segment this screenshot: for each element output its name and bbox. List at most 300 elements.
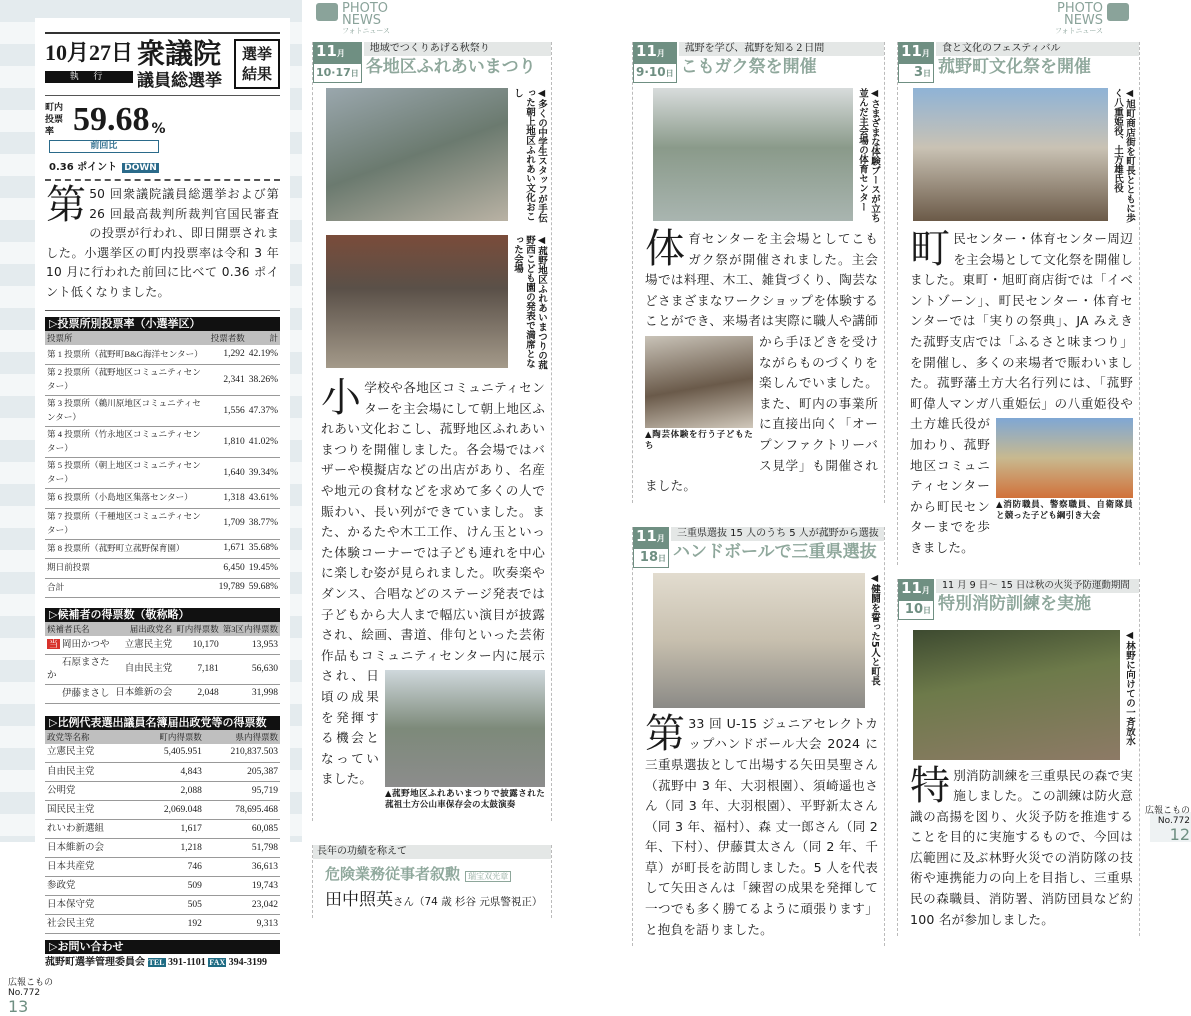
article-fureai [312,42,552,821]
candidates-title: ▷候補者の得票数（敬称略） [45,608,280,622]
date-badge: 11月 10日 [898,579,934,620]
footer-left [8,978,300,1016]
left-page [0,18,300,1016]
article-body [898,223,1139,559]
drop-cap: 第 [645,710,686,757]
column-3 [897,42,1140,936]
article-title: 危険業務従事者叙勲 [325,865,461,884]
cell-text: 23,042 [251,899,278,910]
article-header [898,42,1139,83]
cell-text: 31,998 [251,688,278,699]
cell-text: 社会民主党 [47,918,95,929]
cell-text: 95,719 [251,785,278,796]
table-row [45,396,280,427]
cell-text: 国民民主党 [47,804,95,815]
turnout-rate: 59.68 [73,101,150,138]
photo-block [385,670,545,811]
cell-text: 35.68% [248,543,278,554]
turnout-row [45,102,280,174]
column-header: 候補者氏名 [45,622,113,636]
election-results-panel [35,18,290,976]
cell-value [174,636,221,655]
row-label [45,685,113,704]
date-label: 執 行 [45,71,133,83]
cell-value [174,685,221,704]
cell-text: 自由民主党 [47,766,95,777]
article-header [633,527,884,568]
cell-text: 日本保守党 [47,899,95,910]
article-fire-drill [897,579,1140,937]
tel-number[interactable]: 391-1101 [168,957,206,968]
cell-text: 60,085 [251,823,278,834]
cell-text: 期日前投票 [47,562,90,573]
column-header: 投票者数 [210,333,245,343]
row-label [45,508,209,539]
cell-value [247,396,280,427]
column-header: 届出政党名 [113,622,174,636]
cell-text: 13,953 [251,639,278,650]
table-row [45,578,280,598]
row-label [45,744,135,763]
cell-text: 7,181 [197,664,219,674]
cell-text: 合計 [47,581,65,592]
row-label [45,559,209,579]
photo-taiko-drums [385,670,545,787]
row-label [45,489,209,509]
table-row [45,559,280,579]
parties-table [45,716,280,935]
row-label [45,877,135,896]
magazine-name: 広報こもの [8,978,54,988]
divider [45,179,280,181]
row-label [45,365,209,396]
cell-value [209,365,247,396]
cell-text: 1,671 [223,543,245,554]
photo-children-game [326,88,508,221]
photo-gym-booths [653,88,853,221]
table-header-row [45,730,280,744]
photo-row [653,573,880,708]
table-row [45,508,280,539]
date-badge: 11月 10·17日 [313,42,362,83]
cell-text: 立憲民主党 [47,747,95,758]
candidates-table [45,608,280,704]
article-body-continued: 土方雄氏役が加わり、菰野地区コミュニティセンターから町民センターまでを歩きました。 [910,416,990,555]
cell-value [204,839,280,858]
article-bunkasai [897,42,1140,565]
drop-cap: 町 [910,226,951,272]
cell-value [204,763,280,782]
cell-value [135,839,204,858]
row-label [45,896,135,915]
cell-text: 第 7 投票所（千種地区コミュニティセンター） [47,510,201,535]
cell-text: 746 [187,861,202,872]
cell-text: 4,843 [180,766,202,777]
election-subtitle: 議員総選挙 [137,71,223,90]
intro-text: 50 回衆議院議員総選挙および第 26 回最高裁判所裁判官国民審査の投票が行われ、即日開票されました。小選挙区の町内投票率は令和 3 年 10 月に行われた前回に比べて 0.36 ポイント低くなりました。 [46,187,279,299]
photo-caption: ◀林野に向けての一斉放水 [1124,629,1135,745]
cell-value [135,896,204,915]
divider [45,95,280,96]
cell-value [204,858,280,877]
column-header: 政党等名称 [45,730,135,744]
column-1 [312,42,552,918]
article-komogaku [632,42,885,503]
cell-value [135,820,204,839]
cell-text: 51,798 [251,842,278,853]
cell-text: 1,617 [180,823,202,834]
cell-value [135,782,204,801]
cell-value [204,744,280,763]
photo-caption: ◀菰野地区ふれあいまつりの菰野西こども園の発表で満席となった会場 [512,235,547,370]
contact [45,940,280,970]
page-number: 12 [1169,825,1190,844]
cell-text: 第 1 投票所（菰野町B&G海洋センター） [47,348,203,359]
cell-value [135,858,204,877]
drop-cap: 第 [46,182,87,228]
table-row [45,539,280,559]
table-row [45,839,280,858]
cell-text: 1,218 [180,842,202,853]
cell-text: 2,048 [197,688,219,699]
cell-text: 日本維新の会 [47,842,105,853]
ballot-box-icon: 選挙結果 [234,39,280,89]
cell-value [135,801,204,820]
compare-label: 前回比 [49,140,159,153]
article-header [898,579,1139,620]
cell-text: 伊藤まさし [62,688,110,699]
photo-water-spray [913,630,1120,760]
awardee-name: 田中照英 [325,890,393,911]
row-label [45,839,135,858]
cell-value [135,763,204,782]
election-intro [45,182,280,302]
body-text: 33 回 U-15 ジュニアセレクトカップハンドボール大会 2024 に三重県選抜として出場する矢田昊聖さん（菰野中 3 年、大羽根園）、須崎遥也さん（同 3 年、大羽根園）、平野新太さん（同 3 年、福村）、森 丈一郎さん（同 2 年、下村）、伊藤貫太さん（同 2 年、千草）が町長を訪問しました。5 人を代表して矢田さんは「練習の成果を発揮して一つでも多く勝てるように頑張ります」と抱負を語りました。 [645,715,878,937]
cell-value [204,877,280,896]
photo-block [996,418,1133,522]
column-header: 計 [247,331,280,345]
table-row [45,655,280,685]
cell-value [135,877,204,896]
cell-text: 自由民主党 [124,664,173,674]
date-badge: 11月 3日 [898,42,934,83]
photo-row [653,88,880,223]
article-subtitle: 11 月 9 日～ 15 日は秋の火災予防運動期間 [936,579,1139,593]
table-row [45,458,280,489]
cell-value [209,458,247,489]
cell-text: 19,789 [218,582,245,593]
cell-text: 1,709 [223,518,245,528]
article-body [898,760,1139,931]
article-title: こもガク祭を開催 [680,57,817,77]
article-subtitle: 三重県選抜 15 人のうち 5 人が菰野から選抜 [671,527,884,541]
footer-right [1144,806,1190,844]
cell-text: 78,695.468 [235,804,278,815]
row-label [45,427,209,458]
cell-text: 59.68% [248,582,278,593]
article-title: 各地区ふれあいまつり [365,57,536,77]
logo-line2: NEWS [1063,13,1104,28]
row-label [45,858,135,877]
cell-text: 1,640 [223,467,245,478]
cell-value [247,489,280,509]
row-label [45,782,135,801]
row-label [45,396,209,427]
cell-value [247,508,280,539]
cell-value [209,427,247,458]
article-body-continued: ニティセンター内に展示され、日頃の成果を発揮する機会となっていました。 [321,647,545,787]
cell-text: 第 2 投票所（菰野地区コミュニティセンター） [47,367,201,391]
row-label [45,578,209,598]
table-row [45,915,280,934]
logo-line1: PHOTO [342,1,389,16]
row-label [45,655,113,685]
cell-value [113,685,174,704]
cell-value [209,539,247,559]
row-label [45,539,209,559]
cell-text: 505 [187,899,202,910]
cell-text: 56,630 [251,664,278,674]
photo-row [326,88,547,223]
drop-cap: 特 [910,762,951,809]
cell-text: れいわ新選組 [47,823,105,834]
cell-value [221,685,280,704]
cell-text: 38.77% [248,518,278,528]
logo-line2: NEWS [342,13,382,28]
table-row [45,345,280,365]
cell-text: 1,292 [223,349,245,359]
cell-value [221,655,280,685]
row-label [45,820,135,839]
camera-icon [316,3,338,21]
cell-text: 36,613 [251,861,278,872]
compare-down-badge: DOWN [124,163,157,173]
article-title: ハンドボールで三重県選抜 [673,541,877,562]
column-header: 県内得票数 [204,730,280,744]
award-badge: 瑞宝双光章 [465,871,511,882]
rate-label: 町内投票率 [45,103,64,137]
article-body-continued: 受けながらものづくりを楽しんでいました。また、町内の事業所に直接出向く「オープンファクトリーバス見学」も開催されました。 [645,333,878,494]
cell-text: 509 [187,880,202,891]
article-title: 菰野町文化祭を開催 [938,57,1091,77]
row-label [45,458,209,489]
column-header: 町内得票数 [135,730,204,744]
cell-text: 210,837.503 [230,747,278,758]
cell-text: 第 5 投票所（朝上地区コミュニティセンター） [47,460,201,484]
photo-news-logo-left [316,3,390,36]
photo-row [326,235,547,370]
date-badge: 11月 9·10日 [633,42,677,83]
page-number: 13 [8,997,29,1016]
body-text: 民センター・体育センター周辺を主会場として文化祭を開催しました。東町・旭町商店街では「イベントゾーン」、町民センター・体育センターでは「実りの祭典」、JA みえきた菰野支店では「ふるさと味まつり」を開催し、多くの来場者で賑わいました。菰野藩土方大名行列には、「菰野町偉人マンガ八重姫伝」の八重姫役や [910,231,1133,411]
cell-value [113,655,174,685]
photo-block [645,336,753,452]
photo-caption: ◀旭町商店街を町長とともに歩く八重姫役、土方雄氏役 [1112,88,1135,223]
article-body [633,708,884,941]
fax-number: 394-3199 [228,957,267,968]
article-award [312,845,552,918]
article-header [633,42,884,83]
cell-value [247,578,280,598]
cell-value [204,801,280,820]
photo-row [913,88,1135,223]
photo-news-logo-right [1055,3,1129,36]
cell-value [135,915,204,934]
cell-value [247,365,280,396]
cell-value [247,539,280,559]
divider [45,32,280,34]
photo-pottery-children [645,336,753,428]
article-subtitle: 長年の功績を称えて [313,845,551,859]
compare-value: 0.36 ポイント [49,162,118,173]
photo-caption: ▲消防職員、警察職員、自衛隊員と競った子ども綱引き大会 [996,500,1133,522]
table-row [45,763,280,782]
cell-text: 参政党 [47,880,76,891]
cell-value [247,458,280,489]
article-handball [632,527,885,947]
article-title: 特別消防訓練を実施 [938,593,1091,614]
cell-value [221,636,280,655]
column-2 [632,42,885,946]
polling-table [45,310,280,598]
table-header-row [45,622,280,636]
row-label [45,915,135,934]
cell-value [209,489,247,509]
body-text: 別消防訓練を三重県民の森で実施しました。この訓練は防火意識の高揚を図り、火災予防を推進することを目的に実施するもので、今回は広範囲に及ぶ林野火災での消防隊の技術や連携能力の向上を目指し、三重県民の森職員、消防署、消防団員など約 100 名が参加しました。 [910,767,1133,927]
turnout-unit: % [151,121,166,137]
drop-cap: 小 [321,375,362,421]
photo-caption: ◀さまざまな体験ブースが立ち並んだ主会場の体育センター [857,88,880,223]
camera-icon [1107,3,1129,21]
body-text: 学校や各地区コミュニティセンターを主会場にして朝上地区ふれあい文化おこし、菰野地区ふれあいまつりを開催しました。各会場ではバザーや模擬店などの出店があり、名産や地元の食材などを求めて多くの人で賑わい、長い列ができていました。また、かるたや木工工作、けん玉といった体験コーナーでは子ども連れを中心に楽しむ姿が見られました。吹奏楽やダンス、合唱などのステージ発表では子どもから大人まで幅広い演目が披露され、絵画、書道、俳句といった芸術作品もコミュ [321,380,545,663]
winner-mark: 当 [49,639,59,649]
cell-value [204,782,280,801]
cell-value [209,578,247,598]
cell-text: 205,387 [247,766,278,777]
magazine-name: 広報こもの [1144,806,1190,816]
cell-text: 立憲民主党 [124,639,173,650]
photo-stage-hall [326,235,508,368]
cell-text: 39.34% [248,467,278,478]
cell-text: 日本共産党 [47,861,95,872]
cell-text: 石原まさたか [47,658,110,681]
contact-title: ▷お問い合わせ [45,940,280,954]
cell-text: 42.19% [248,349,278,359]
cell-value [135,744,204,763]
election-header [45,39,280,91]
cell-value [247,427,280,458]
parties-title: ▷比例代表選出議員名簿届出政党等の得票数 [45,716,280,730]
cell-value [209,559,247,579]
photo-caption: ◀健闘を誓った5人と町長 [869,572,880,686]
cell-text: 5,405.951 [163,747,202,758]
cell-text: 6,450 [223,562,245,573]
cell-text: 1,810 [223,436,245,447]
table-row [45,820,280,839]
cell-value [174,655,221,685]
drop-cap: 体 [645,226,686,272]
table-row [45,858,280,877]
cell-value [209,508,247,539]
contact-org: 菰野町選挙管理委員会 [45,957,145,968]
column-header: 第3区内得票数 [222,624,278,634]
tel-label: TEL [148,958,165,967]
row-label [45,763,135,782]
election-date: 10月27日 [45,40,134,65]
table-row [45,489,280,509]
cell-text: 41.02% [248,436,278,447]
logo-line1: PHOTO [1057,1,1104,16]
table-row [45,896,280,915]
photo-row [913,630,1135,760]
article-subtitle: 食と文化のフェスティバル [936,42,1139,56]
cell-text: 日本維新の会 [115,688,173,699]
table-row [45,744,280,763]
row-label [45,636,113,655]
cell-text: 2,069.048 [163,804,202,815]
cell-text: 第 3 投票所（鵜川原地区コミュニティセンター） [47,398,201,422]
election-title: 衆議院 [137,39,222,70]
photo-caption: ◀多くの中学生スタッフが手伝った朝上地区ふれあい文化おこし [512,88,547,223]
article-header [313,42,551,83]
row-label [45,345,209,365]
photo-procession [913,88,1108,221]
row-label [45,801,135,820]
column-header: 町内得票数 [176,624,219,634]
cell-text: 2,088 [180,785,202,796]
cell-value [204,896,280,915]
table-row [45,782,280,801]
column-header: 投票所 [45,331,209,345]
photo-handball-players [653,573,865,708]
article-subtitle: 菰野を学び、菰野を知る２日間 [679,42,884,56]
article-subtitle: 地域でつくりあげる秋祭り [364,42,551,56]
awardee-details: さん（74 歳 杉谷 元県警視正） [393,896,543,909]
cell-text: 第 8 投票所（菰野町立菰野保育園） [47,542,185,553]
table-row [45,636,280,655]
cell-value [113,636,174,655]
cell-text: 2,341 [223,374,245,385]
issue-number: No.772 [8,988,41,998]
cell-text: 1,318 [223,492,245,503]
photo-tug-of-war [996,418,1133,498]
cell-text: 岡田かつや [62,640,110,650]
polling-title: ▷投票所別投票率（小選挙区） [45,317,280,331]
cell-value [204,915,280,934]
cell-text: 第 4 投票所（竹永地区コミュニティセンター） [47,429,201,453]
cell-text: 38.26% [248,374,278,385]
cell-value [247,345,280,365]
table-header-row [45,331,280,345]
table-row [45,427,280,458]
cell-value [247,559,280,579]
issue-number: No.772 [1157,816,1190,826]
logo-line3: フォトニュース [1055,27,1104,35]
cell-text: 9,313 [256,918,278,929]
cell-value [209,345,247,365]
table-row [45,365,280,396]
cell-text: 第 6 投票所（小島地区集落センター） [47,492,193,503]
cell-text: 19.45% [248,562,278,573]
table-row [45,801,280,820]
cell-text: 1,556 [223,405,245,416]
cell-text: 47.37% [248,405,278,416]
article-body [313,370,551,815]
cell-text: 19,743 [251,880,278,891]
cell-text: 43.61% [248,492,278,503]
cell-value [204,820,280,839]
logo-line3: フォトニュース [342,27,391,35]
